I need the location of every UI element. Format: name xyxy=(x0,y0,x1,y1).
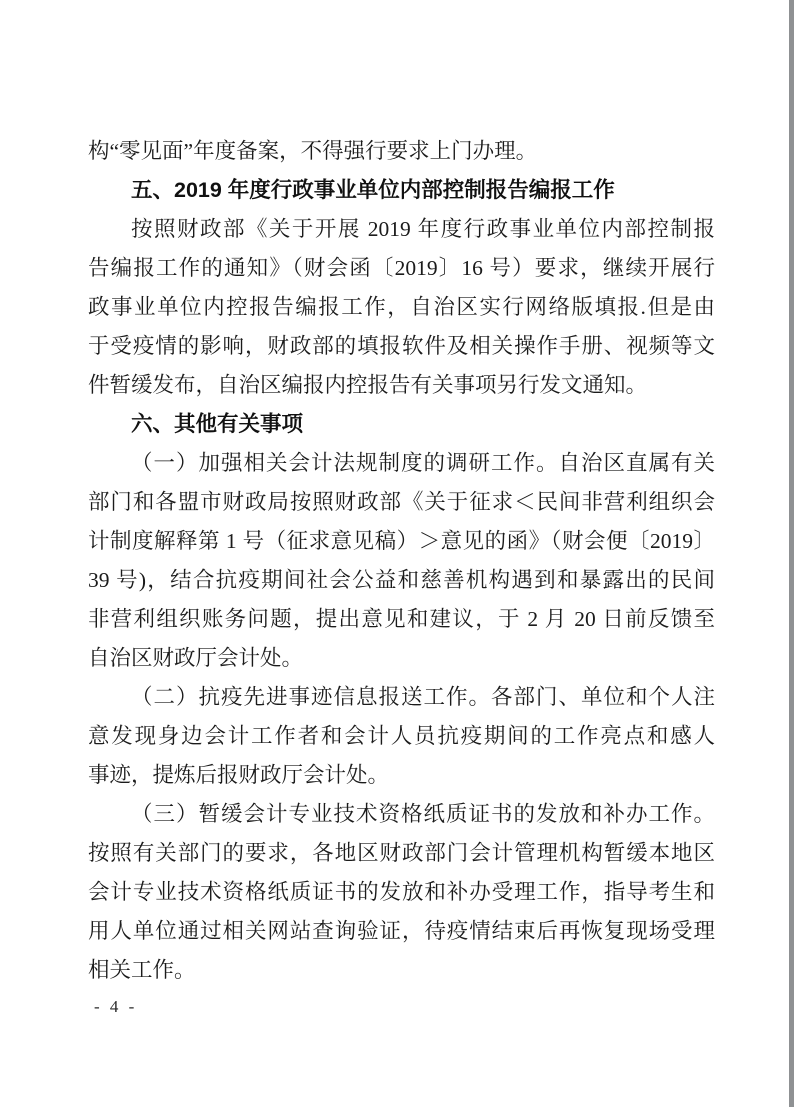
section-heading: 六、其他有关事项 xyxy=(131,412,304,436)
text-line: 告编报工作的通知》（财会函〔2019〕16 号）要求，继续开展行 xyxy=(88,256,715,280)
text-line: 意发现身边会计工作者和会计人员抗疫期间的工作亮点和感人 xyxy=(88,724,715,748)
text-line: 会计专业技术资格纸质证书的发放和补办受理工作，指导考生和 xyxy=(88,880,715,904)
section-heading: 五、2019 年度行政事业单位内部控制报告编报工作 xyxy=(131,178,615,202)
text-line: 按照有关部门的要求，各地区财政部门会计管理机构暂缓本地区 xyxy=(88,841,715,865)
text-line: 自治区财政厅会计处。 xyxy=(88,646,304,670)
text-line: 相关工作。 xyxy=(88,958,196,982)
text-line: 政事业单位内控报告编报工作，自治区实行网络版填报.但是由 xyxy=(88,295,715,319)
text-line: 计制度解释第 1 号（征求意见稿）＞意见的函》（财会便〔2019〕 xyxy=(88,529,715,553)
text-line: 部门和各盟市财政局按照财政部《关于征求＜民间非营利组织会 xyxy=(88,490,715,514)
page-number: - 4 - xyxy=(94,997,138,1016)
text-line: 按照财政部《关于开展 2019 年度行政事业单位内部控制报 xyxy=(131,217,715,241)
page-edge-strip xyxy=(789,0,794,1107)
text-line: 件暂缓发布，自治区编报内控报告有关事项另行发文通知。 xyxy=(88,373,648,397)
text-line: 用人单位通过相关网站查询验证，待疫情结束后再恢复现场受理 xyxy=(88,919,715,943)
text-line: （二）抗疫先进事迹信息报送工作。各部门、单位和个人注 xyxy=(131,685,715,709)
text-line: 构“零见面”年度备案，不得强行要求上门办理。 xyxy=(88,139,538,163)
text-line: 于受疫情的影响，财政部的填报软件及相关操作手册、视频等文 xyxy=(88,334,715,358)
text-line: 非营利组织账务问题，提出意见和建议，于 2 月 20 日前反馈至 xyxy=(88,607,715,631)
text-line: （三）暂缓会计专业技术资格纸质证书的发放和补办工作。 xyxy=(131,802,715,826)
text-line: 事迹，提炼后报财政厅会计处。 xyxy=(88,763,390,787)
text-line: （一）加强相关会计法规制度的调研工作。自治区直属有关 xyxy=(131,451,715,475)
document-body xyxy=(88,132,715,1024)
text-line: 39 号)，结合抗疫期间社会公益和慈善机构遇到和暴露出的民间 xyxy=(88,568,715,592)
